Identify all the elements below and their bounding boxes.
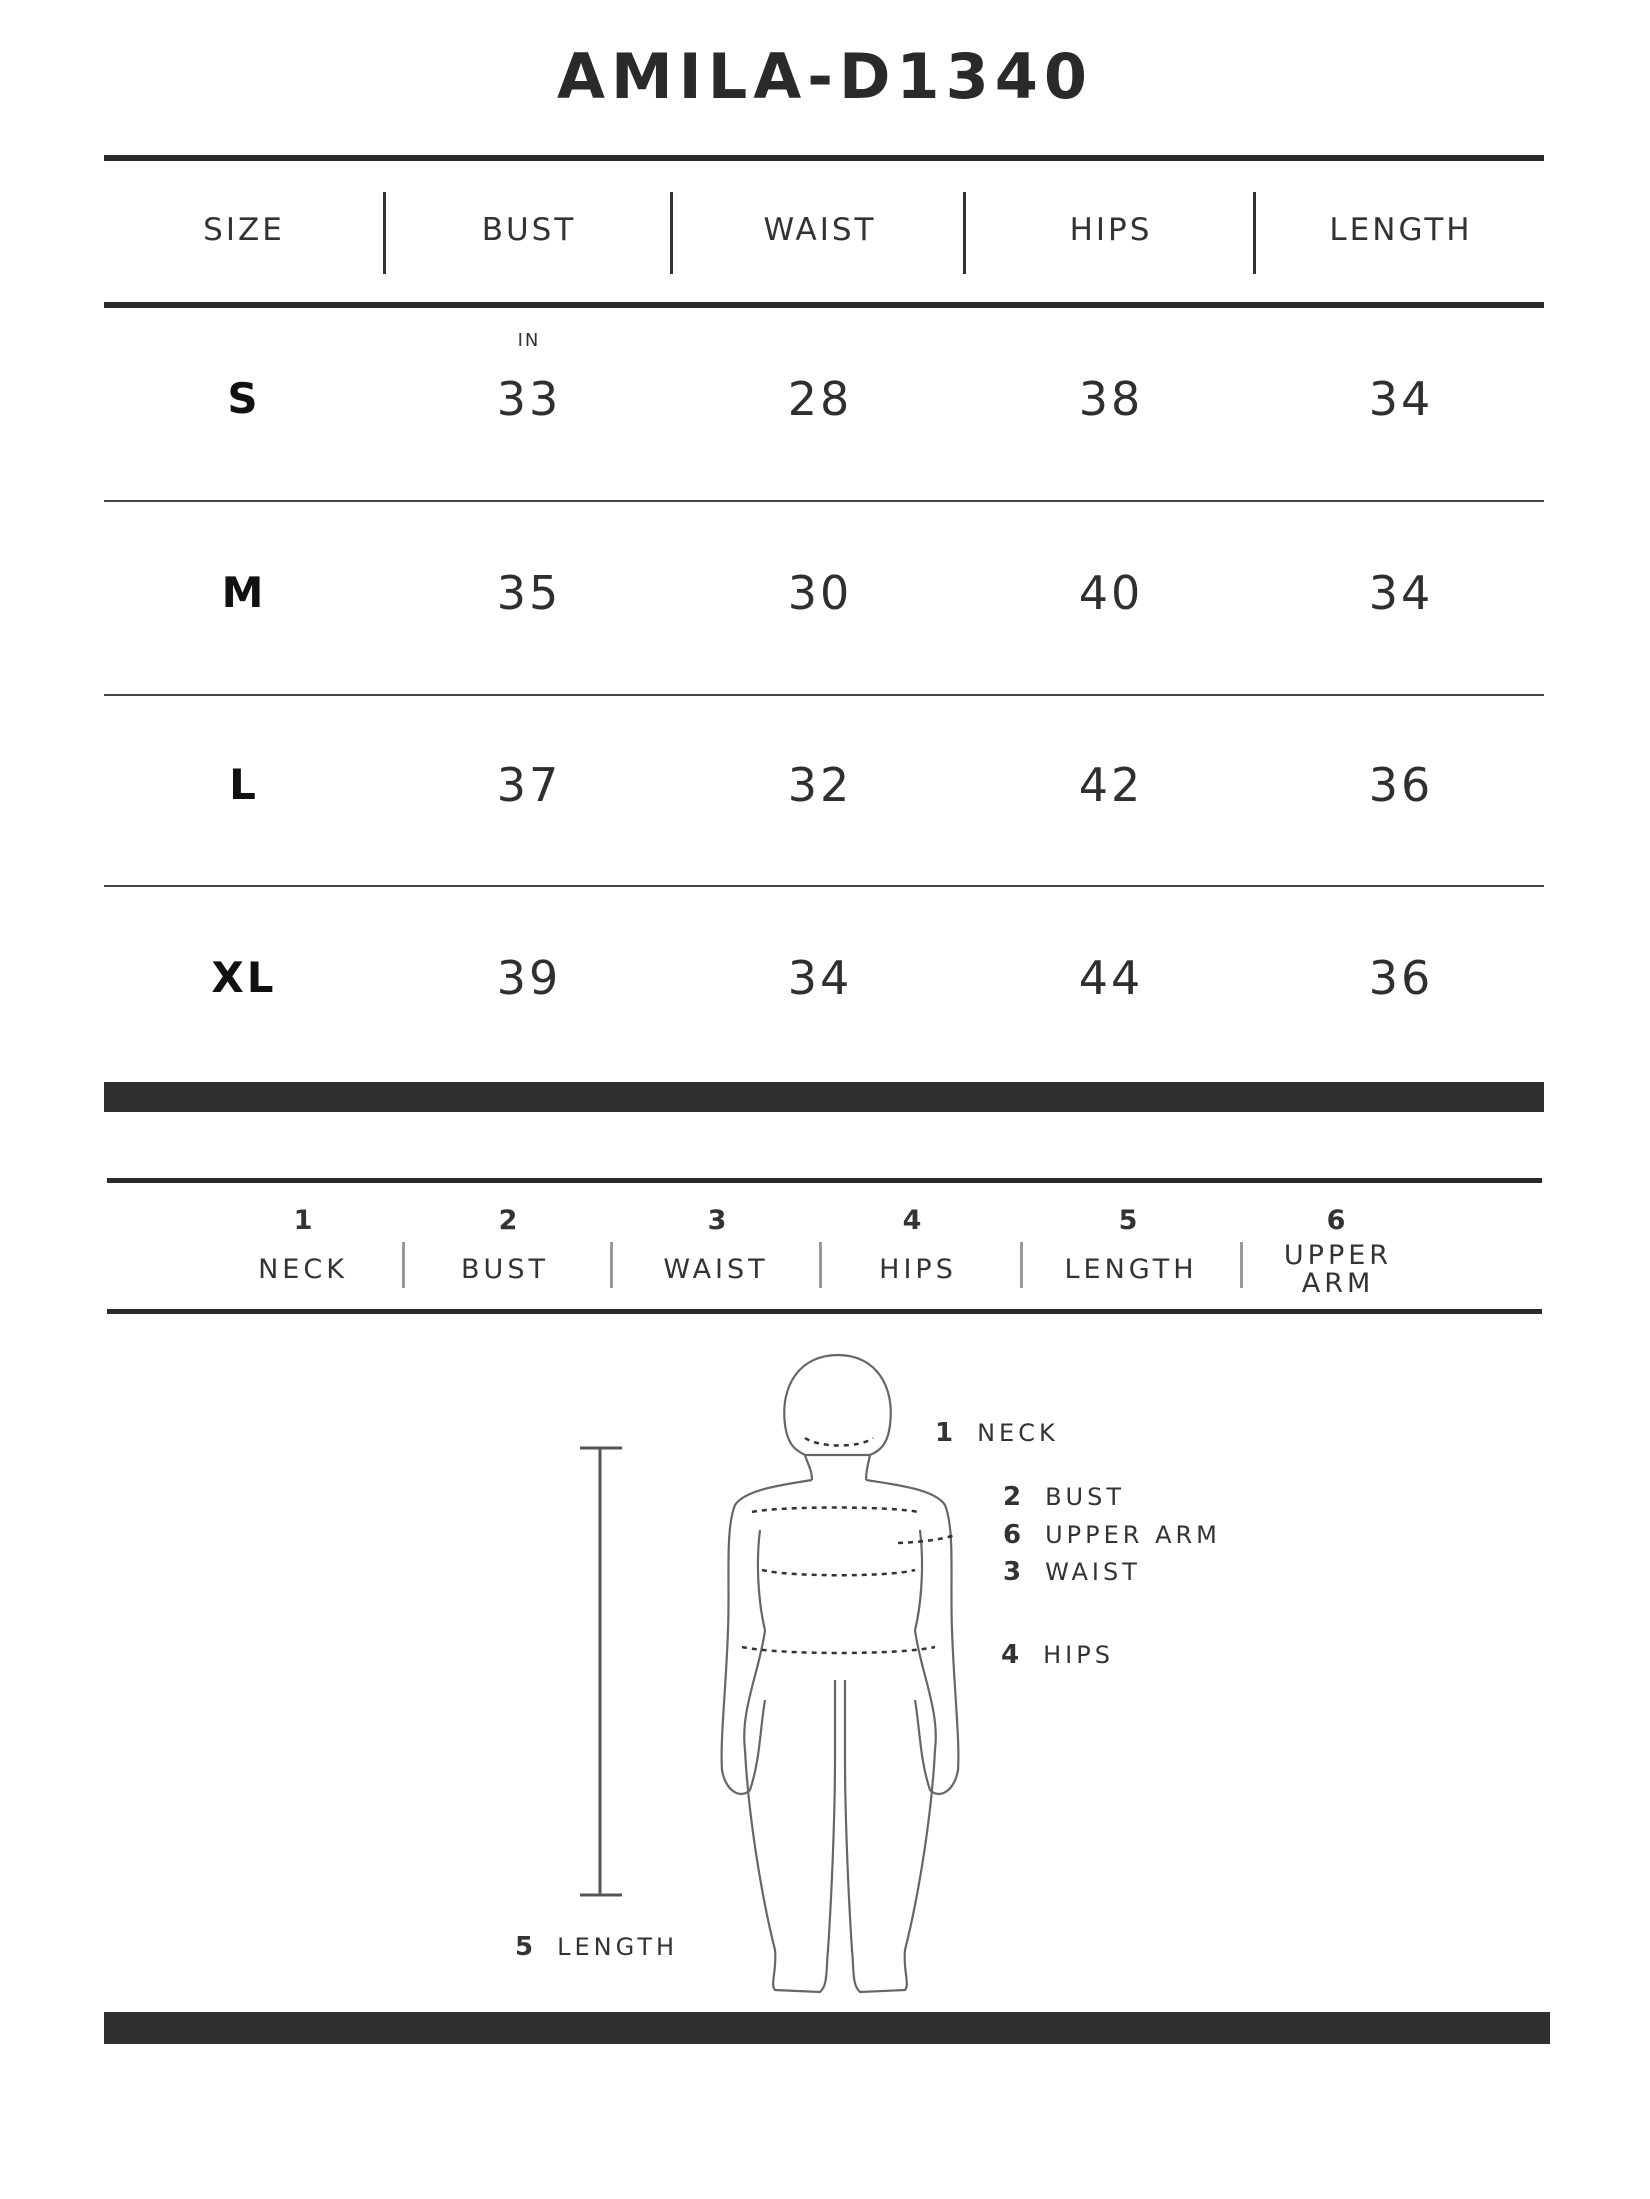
guide-label: NECK — [258, 1254, 348, 1285]
length-bar — [580, 1448, 622, 1895]
callout-neck — [935, 1418, 1059, 1448]
guide-separator — [610, 1242, 613, 1288]
bust-cell: 39 — [496, 951, 562, 1005]
guide-label: UPPER ARM — [1283, 1240, 1393, 1299]
length-cell: 36 — [1368, 758, 1434, 812]
hips-cell: 42 — [1078, 758, 1144, 812]
header-size: SIZE — [203, 212, 285, 248]
length-cell: 34 — [1368, 566, 1434, 620]
table-top-rule — [104, 155, 1544, 161]
header-bust: BUST — [481, 212, 577, 248]
callout-label: NECK — [977, 1419, 1059, 1447]
header-separator — [1253, 192, 1256, 274]
guide-top-rule — [107, 1178, 1542, 1183]
bust-cell: 35 — [496, 566, 562, 620]
guide-num: 4 — [902, 1205, 926, 1236]
guide-label: WAIST — [663, 1254, 769, 1285]
callout-waist — [1003, 1557, 1141, 1587]
hips-cell: 40 — [1078, 566, 1144, 620]
guide-label: LENGTH — [1064, 1254, 1198, 1285]
size-cell: M — [221, 568, 267, 617]
callout-num: 3 — [1003, 1557, 1026, 1587]
callout-num: 4 — [1001, 1640, 1024, 1670]
row-divider — [104, 885, 1544, 887]
bust-cell: 33 — [496, 372, 562, 426]
guide-label: BUST — [461, 1254, 549, 1285]
page-bottom-band — [104, 2012, 1550, 2044]
figure-outline — [722, 1355, 959, 1992]
callout-num: 5 — [515, 1932, 538, 1962]
guide-num: 2 — [498, 1205, 522, 1236]
guide-num: 6 — [1326, 1205, 1350, 1236]
callout-num: 2 — [1003, 1482, 1026, 1512]
hips-cell: 38 — [1078, 372, 1144, 426]
header-length: LENGTH — [1329, 212, 1473, 248]
table-bottom-band — [104, 1082, 1544, 1112]
guide-separator — [1240, 1242, 1243, 1288]
size-cell: S — [227, 374, 261, 423]
waist-cell: 32 — [787, 758, 853, 812]
callout-label: BUST — [1045, 1483, 1126, 1511]
callout-upper-arm — [1003, 1520, 1221, 1550]
page-title: AMILA-D1340 — [557, 40, 1093, 113]
row-divider — [104, 500, 1544, 502]
header-separator — [670, 192, 673, 274]
length-cell: 34 — [1368, 372, 1434, 426]
callout-num: 1 — [935, 1418, 958, 1448]
callout-label: HIPS — [1043, 1641, 1114, 1669]
header-separator — [383, 192, 386, 274]
measure-lines — [742, 1438, 955, 1653]
guide-label: HIPS — [879, 1254, 957, 1285]
header-separator — [963, 192, 966, 274]
header-bottom-rule — [104, 302, 1544, 308]
guide-num: 5 — [1118, 1205, 1142, 1236]
hips-cell: 44 — [1078, 951, 1144, 1005]
callout-label: UPPER ARM — [1045, 1521, 1221, 1549]
callout-num: 6 — [1003, 1520, 1026, 1550]
size-cell: XL — [211, 953, 277, 1002]
waist-cell: 34 — [787, 951, 853, 1005]
header-waist: WAIST — [763, 212, 877, 248]
unit-label: IN — [517, 330, 541, 351]
bust-cell: 37 — [496, 758, 562, 812]
guide-num: 3 — [707, 1205, 731, 1236]
guide-num: 1 — [293, 1205, 317, 1236]
callout-label: LENGTH — [557, 1933, 679, 1961]
row-divider — [104, 694, 1544, 696]
callout-bust — [1003, 1482, 1125, 1512]
length-cell: 36 — [1368, 951, 1434, 1005]
callout-label: WAIST — [1045, 1558, 1141, 1586]
body-diagram-illustration — [0, 1330, 1650, 2010]
header-hips: HIPS — [1069, 212, 1153, 248]
waist-cell: 30 — [787, 566, 853, 620]
guide-bottom-rule — [107, 1309, 1542, 1314]
callout-length — [515, 1932, 678, 1962]
waist-cell: 28 — [787, 372, 853, 426]
guide-separator — [1020, 1242, 1023, 1288]
callout-hips — [1001, 1640, 1114, 1670]
size-cell: L — [229, 760, 259, 809]
